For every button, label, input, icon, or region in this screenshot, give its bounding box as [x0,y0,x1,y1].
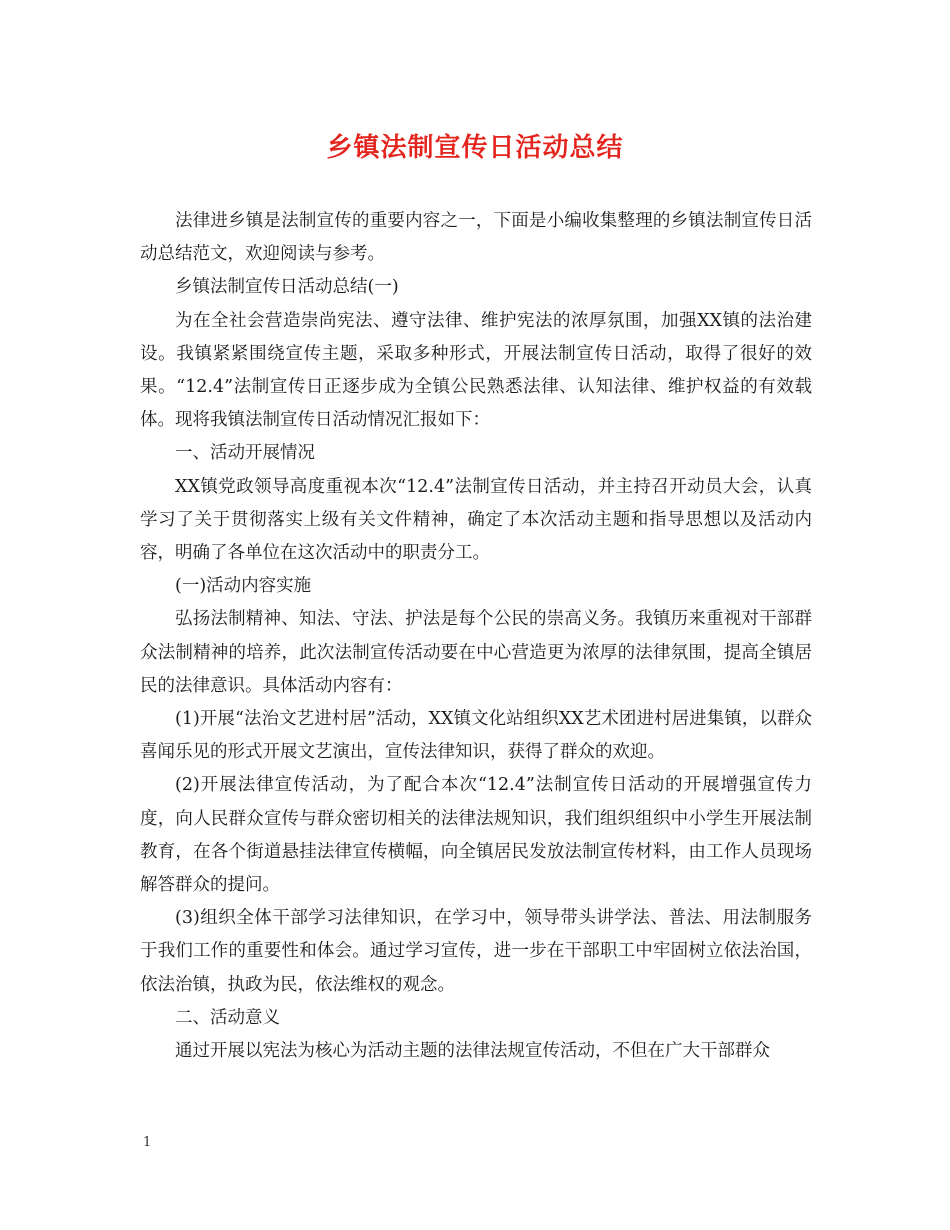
section-heading-significance: 二、活动意义 [175,1007,280,1028]
subsection-heading-implementation: (一)活动内容实施 [175,576,312,597]
section-heading-activities: 一、活动开展情况 [175,443,315,464]
list-item-2: (2)开展法律宣传活动，为了配合本次“12.4”法制宣传日活动的开展增强宣传力度，向人民群众宣传与群众密切相关的法律法规知识，我们组织组织中小学生开展法制教育，在各个街道悬挂法律宣传横幅，向全镇居民发放法制宣传材料，由工作人员现场解答群众的提问。 [140,775,812,896]
page-number: 1 [143,1135,152,1150]
paragraph-leadership: XX镇党政领导高度重视本次“12.4”法制宣传日活动，并主持召开动员大会，认真学习了关于贯彻落实上级有关文件精神，确定了本次活动主题和指导思想以及活动内容，明确了各单位在这次活动中的职责分工。 [140,476,812,564]
section-heading-summary-one: 乡镇法制宣传日活动总结(一) [175,277,399,298]
document-body [140,205,812,1068]
paragraph-background: 为在全社会营造崇尚宪法、遵守法律、维护宪法的浓厚氛围，加强XX镇的法治建设。我镇紧紧围绕宣传主题，采取多种形式，开展法制宣传日活动，取得了很好的效果。“12.4”法制宣传日正逐步成为全镇公民熟悉法律、认知法律、维护权益的有效载体。现将我镇法制宣传日活动情况汇报如下： [140,310,812,431]
list-item-1: (1)开展“法治文艺进村居”活动，XX镇文化站组织XX艺术团进村居进集镇，以群众喜闻乐见的形式开展文艺演出，宣传法律知识，获得了群众的欢迎。 [140,709,812,763]
document-title: 乡镇法制宣传日活动总结 [326,133,624,163]
paragraph-implementation: 弘扬法制精神、知法、守法、护法是每个公民的崇高义务。我镇历来重视对干部群众法制精神的培养，此次法制宣传活动要在中心营造更为浓厚的法律氛围，提高全镇居民的法律意识。具体活动内容有： [140,609,812,696]
paragraph-significance: 通过开展以宪法为核心为活动主题的法律法规宣传活动，不但在广大干部群众 [175,1041,770,1062]
list-item-3: (3)组织全体干部学习法律知识，在学习中，领导带头讲学法、普法、用法制服务于我们工作的重要性和体会。通过学习宣传，进一步在干部职工中牢固树立依法治国，依法治镇，执政为民，依法维权的观念。 [140,908,812,995]
paragraph-intro: 法律进乡镇是法制宣传的重要内容之一，下面是小编收集整理的乡镇法制宣传日活动总结范文，欢迎阅读与参考。 [140,211,812,265]
